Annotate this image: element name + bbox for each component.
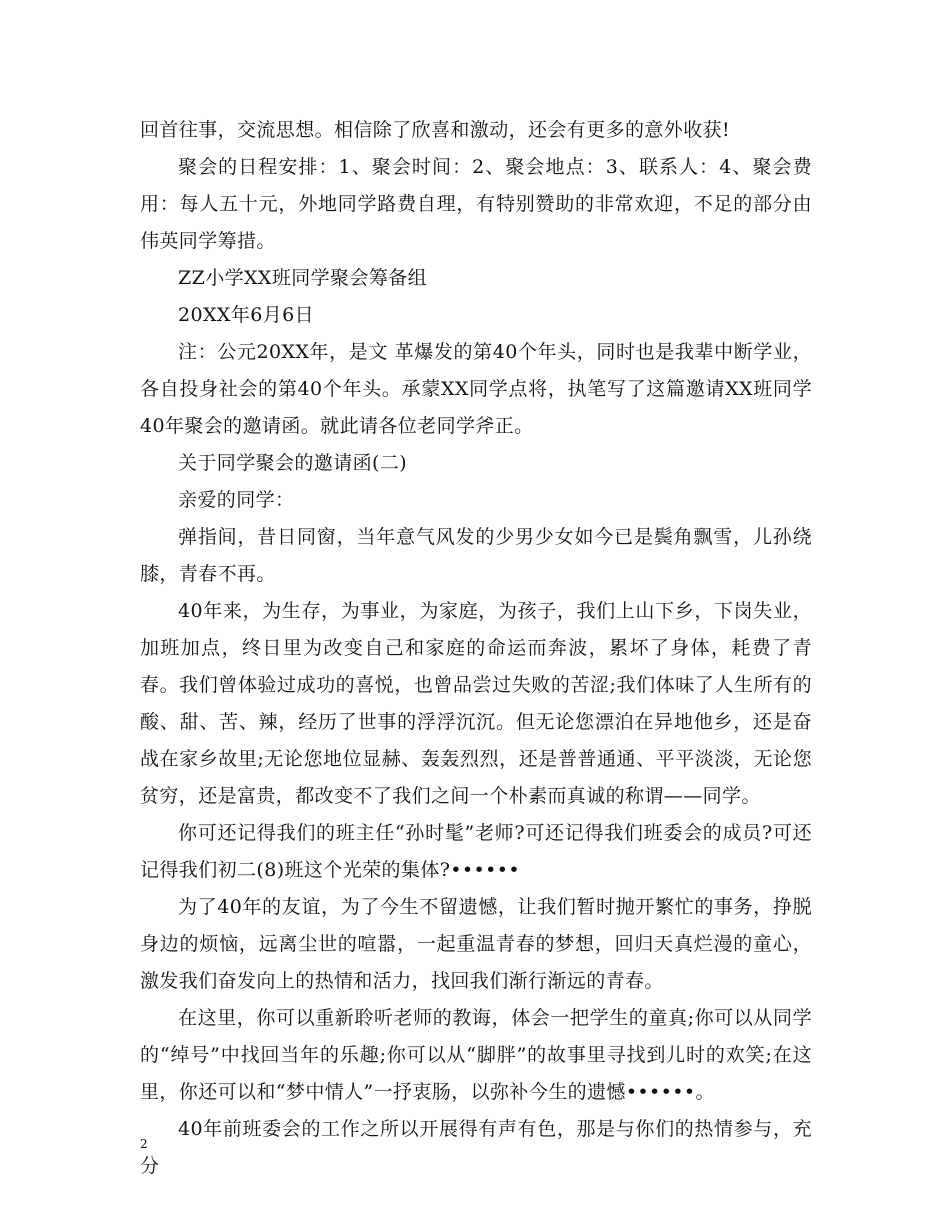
document-body	[140, 112, 812, 1185]
paragraph: 在这里，你可以重新聆听老师的教诲，体会一把学生的童真;你可以从同学的“绰号”中找回当年的乐趣;你可以从“脚胖”的故事里寻找到儿时的欢笑;在这里，你还可以和“梦中情人”一抒衷肠，以弥补今生的遗憾••••••。	[140, 1007, 812, 1103]
paragraph: 关于同学聚会的邀请函(二)	[178, 452, 408, 474]
paragraph: 聚会的日程安排：1、聚会时间：2、聚会地点：3、联系人：4、聚会费用：每人五十元，外地同学路费自理，有特别赞助的非常欢迎，不足的部分由伟英同学筹措。	[140, 156, 812, 252]
page-number: 2	[140, 1137, 148, 1151]
paragraph: 40年前班委会的工作之所以开展得有声有色，那是与你们的热情参与，充分	[140, 1118, 812, 1177]
paragraph: 弹指间，昔日同窗，当年意气风发的少男少女如今已是鬓角飘雪，儿孙绕膝，青春不再。	[140, 526, 812, 585]
paragraph: ZZ小学XX班同学聚会筹备组	[178, 267, 428, 289]
paragraph: 40年来，为生存，为事业，为家庭，为孩子，我们上山下乡，下岗失业，加班加点，终日里为改变自己和家庭的命运而奔波，累坏了身体，耗费了青春。我们曾体验过成功的喜悦，也曾品尝过失败的苦涩;我们体味了人生所有的酸、甜、苦、辣，经历了世事的浮浮沉沉。但无论您漂泊在异地他乡，还是奋战在家乡故里;无论您地位显赫、轰轰烈烈，还是普普通通、平平淡淡，无论您贫穷，还是富贵，都改变不了我们之间一个朴素而真诚的称谓——同学。	[140, 600, 812, 807]
paragraph: 注：公元20XX年，是文 革爆发的第40个年头，同时也是我辈中断学业，各自投身社会的第40个年头。承蒙XX同学点将，执笔写了这篇邀请XX班同学40年聚会的邀请函。就此请各位老同学斧正。	[140, 341, 812, 437]
paragraph: 20XX年6月6日	[178, 304, 315, 326]
paragraph: 亲爱的同学：	[178, 489, 295, 511]
paragraph: 回首往事，交流思想。相信除了欣喜和激动，还会有更多的意外收获!	[140, 119, 731, 141]
paragraph: 为了40年的友谊，为了今生不留遗憾，让我们暂时抛开繁忙的事务，挣脱身边的烦恼，远离尘世的喧嚣，一起重温青春的梦想，回归天真烂漫的童心，激发我们奋发向上的热情和活力，找回我们渐行渐远的青春。	[140, 896, 812, 992]
paragraph: 你可还记得我们的班主任“孙时髦”老师?可还记得我们班委会的成员?可还记得我们初二(8)班这个光荣的集体?••••••	[140, 822, 812, 881]
